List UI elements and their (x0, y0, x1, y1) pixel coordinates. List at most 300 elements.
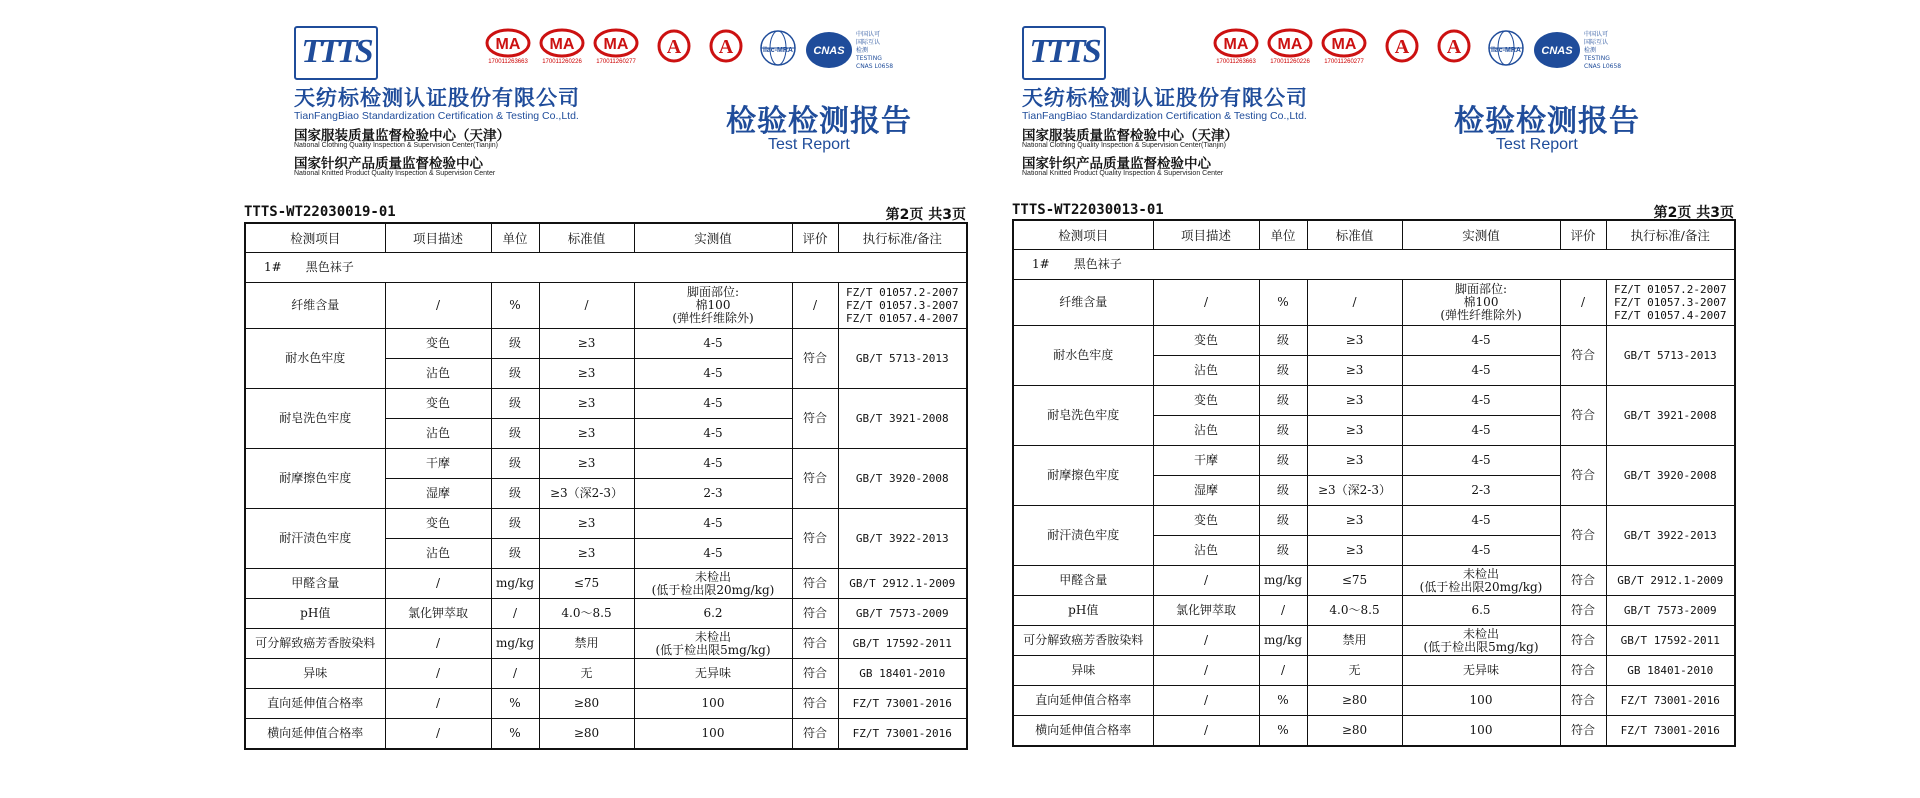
cal-label: A (666, 36, 682, 58)
evaluation: 符合 (792, 629, 838, 659)
test-standard: FZ/T 73001-2016 (1606, 686, 1735, 716)
evaluation: / (1560, 280, 1606, 326)
accreditation-marks (482, 28, 922, 90)
item-description: 湿摩 (385, 479, 491, 509)
standard-value: ≥3 (539, 359, 634, 389)
measured-value (1402, 716, 1560, 747)
table-row (245, 329, 967, 359)
test-item: pH值 (245, 599, 385, 629)
item-description: 沾色 (1153, 416, 1259, 446)
evaluation: 符合 (1560, 566, 1606, 596)
measured-value-line: (低于检出限20mg/kg) (651, 582, 775, 597)
measured-value (634, 569, 792, 599)
test-item: 直向延伸值合格率 (245, 689, 385, 719)
item-description: 沾色 (385, 539, 491, 569)
standard-value: ≥3 (539, 509, 634, 539)
unit: / (1259, 596, 1307, 626)
unit: 级 (491, 329, 539, 359)
column-header: 实测值 (1402, 220, 1560, 250)
column-header: 执行标准/备注 (838, 223, 967, 253)
measured-value-line: 100 (1469, 723, 1493, 737)
table-header-row (1013, 220, 1735, 250)
column-header: 检测项目 (245, 223, 385, 253)
unit: mg/kg (491, 569, 539, 599)
cma-mark (1318, 28, 1370, 65)
measured-value (634, 719, 792, 750)
item-description: 变色 (1153, 326, 1259, 356)
cma-number: 170011260277 (1324, 59, 1364, 65)
measured-value (1402, 626, 1560, 656)
item-description: / (385, 283, 491, 329)
ttts-logo: TTTS (294, 26, 378, 80)
test-standard: GB/T 7573-2009 (1606, 596, 1735, 626)
unit: 级 (1259, 476, 1307, 506)
center-knitted-en: National Knitted Product Quality Inspection & Supervision Center (1022, 170, 1224, 177)
standard-value: ≥80 (539, 719, 634, 750)
item-description: / (385, 719, 491, 750)
item-description: 变色 (1153, 506, 1259, 536)
page-info: 第2页 共3页 (1653, 205, 1734, 221)
evaluation: 符合 (1560, 326, 1606, 386)
test-standard: GB/T 3922-2013 (838, 509, 967, 569)
unit: 级 (491, 419, 539, 449)
measured-value (634, 659, 792, 689)
cnas-mark (1530, 28, 1630, 72)
standard-value: ≥3 (539, 419, 634, 449)
item-description: / (385, 569, 491, 599)
item-description: 干摩 (385, 449, 491, 479)
cnas-side-text: 中国认可 (1584, 31, 1609, 38)
item-description: 沾色 (385, 419, 491, 449)
center-clothing-en: National Clothing Quality Inspection & Supervision Center(Tianjin) (1022, 142, 1227, 149)
measured-value: 4-5 (1402, 386, 1560, 416)
evaluation: 符合 (792, 689, 838, 719)
table-row (1013, 326, 1735, 356)
sample-cell (1013, 250, 1735, 280)
standard-value: 4.0～8.5 (539, 599, 634, 629)
unit: 级 (491, 449, 539, 479)
measured-value-line: 6.2 (703, 606, 723, 620)
sample-row (1013, 250, 1735, 280)
measured-value-line: (弹性纤维除外) (1440, 308, 1522, 322)
test-item: 纤维含量 (1013, 280, 1153, 326)
item-description: / (1153, 656, 1259, 686)
standard-value: 无 (539, 659, 634, 689)
item-description: 变色 (1153, 386, 1259, 416)
unit: % (1259, 686, 1307, 716)
cnas-side-text: CNAS L0658 (1584, 63, 1622, 70)
cal-label: A (1446, 36, 1462, 58)
column-header: 单位 (1259, 220, 1307, 250)
test-standard: GB/T 3922-2013 (1606, 506, 1735, 566)
unit: mg/kg (1259, 626, 1307, 656)
item-description: / (1153, 716, 1259, 747)
measured-value-line: 100 (1469, 693, 1493, 707)
item-description: 变色 (385, 389, 491, 419)
cnas-mark (802, 28, 902, 72)
unit: % (491, 689, 539, 719)
table-row (1013, 386, 1735, 416)
cma-label: MA (1331, 36, 1357, 53)
test-standard: FZ/T 73001-2016 (1606, 716, 1735, 747)
cnas-side-text: 检测 (1584, 47, 1597, 54)
measured-value: 2-3 (634, 479, 792, 509)
sample-row (245, 253, 967, 283)
cma-label: MA (495, 36, 521, 53)
standard-value: ≥3 (539, 389, 634, 419)
standard-value: ≥3 (1307, 446, 1402, 476)
measured-value (634, 283, 792, 329)
cma-mark (482, 28, 534, 65)
company-name-en: TianFangBiao Standardization Certification & Testing Co.,Ltd. (1022, 110, 1307, 122)
column-header: 项目描述 (1153, 220, 1259, 250)
measured-value: 4-5 (634, 329, 792, 359)
standard-value: / (1307, 280, 1402, 326)
report-title-cn: 检验检测报告 (1454, 104, 1640, 139)
ilac-label: ilac-MRA (763, 47, 793, 54)
standard-value: ≥3 (1307, 416, 1402, 446)
center-knitted-cn: 国家针织产品质量监督检验中心 (1022, 156, 1211, 172)
test-item: 耐水色牢度 (245, 329, 385, 389)
item-description: 沾色 (1153, 356, 1259, 386)
sample-number: 1# (264, 260, 282, 274)
item-description: / (1153, 280, 1259, 326)
ilac-mra-mark (1480, 28, 1532, 68)
cma-mark (536, 28, 588, 65)
measured-value-line: (低于检出限5mg/kg) (1423, 639, 1539, 654)
center-clothing-cn: 国家服装质量监督检验中心（天津） (294, 128, 510, 144)
measured-value-line: 100 (701, 726, 725, 740)
evaluation: 符合 (792, 599, 838, 629)
item-description: 湿摩 (1153, 476, 1259, 506)
cal-label: A (1394, 36, 1410, 58)
cma-mark (590, 28, 642, 65)
test-standard: GB/T 3920-2008 (1606, 446, 1735, 506)
column-header: 标准值 (539, 223, 634, 253)
measured-value: 4-5 (634, 359, 792, 389)
evaluation: 符合 (792, 329, 838, 389)
unit: 级 (491, 479, 539, 509)
measured-value (1402, 566, 1560, 596)
test-standard-line: FZ/T 01057.2-2007 (1613, 283, 1727, 296)
test-standard-line: FZ/T 01057.4-2007 (1613, 309, 1727, 322)
standard-value: 禁用 (539, 629, 634, 659)
measured-value: 4-5 (1402, 356, 1560, 386)
table-row (1013, 626, 1735, 656)
measured-value: 4-5 (634, 389, 792, 419)
test-standard: GB/T 17592-2011 (838, 629, 967, 659)
measured-value: 4-5 (634, 449, 792, 479)
measured-value-line: 无异味 (694, 666, 731, 680)
table-row (245, 599, 967, 629)
table-row (245, 449, 967, 479)
test-standard: GB/T 3921-2008 (1606, 386, 1735, 446)
report-number: TTTS-WT22030019-01 (244, 204, 396, 220)
cma-mark (1210, 28, 1262, 65)
measured-value-line: 未检出 (694, 569, 731, 584)
measured-value (634, 689, 792, 719)
test-standard: GB/T 7573-2009 (838, 599, 967, 629)
evaluation: 符合 (1560, 446, 1606, 506)
unit: 级 (1259, 446, 1307, 476)
accreditation-marks (1210, 28, 1650, 90)
table-header-row (245, 223, 967, 253)
table-row (1013, 506, 1735, 536)
item-description: 变色 (385, 509, 491, 539)
measured-value-line: 未检出 (1462, 626, 1499, 641)
cal-label: A (718, 36, 734, 58)
measured-value-line: (低于检出限20mg/kg) (1419, 579, 1543, 594)
cnas-side-text: 国际互认 (1584, 39, 1609, 46)
cal-mark (648, 28, 700, 64)
standard-value: ≥3 (1307, 326, 1402, 356)
cma-label: MA (1277, 36, 1303, 53)
item-description: / (385, 629, 491, 659)
evaluation: 符合 (792, 449, 838, 509)
test-standard: GB/T 5713-2013 (838, 329, 967, 389)
standard-value: 无 (1307, 656, 1402, 686)
sample-cell (245, 253, 967, 283)
standard-value: ≥3（深2-3） (1307, 476, 1402, 506)
item-description: / (1153, 626, 1259, 656)
table-row (245, 689, 967, 719)
cma-mark (1264, 28, 1316, 65)
table-row (1013, 280, 1735, 326)
table-row (1013, 446, 1735, 476)
unit: mg/kg (1259, 566, 1307, 596)
measured-value-line: 无异味 (1462, 663, 1499, 677)
standard-value: ≥3 (1307, 536, 1402, 566)
cnas-label: CNAS (1541, 45, 1573, 57)
measured-value-line: 6.5 (1471, 603, 1491, 617)
report-number: TTTS-WT22030013-01 (1012, 202, 1164, 218)
cal-mark (700, 28, 752, 64)
measured-value-line: 脚面部位: (686, 285, 740, 299)
unit: 级 (1259, 356, 1307, 386)
page-info: 第2页 共3页 (885, 207, 966, 223)
center-clothing-en: National Clothing Quality Inspection & Supervision Center(Tianjin) (294, 142, 499, 149)
measured-value (1402, 656, 1560, 686)
test-standard (838, 283, 967, 329)
results-table (244, 222, 968, 750)
test-standard: GB 18401-2010 (838, 659, 967, 689)
cma-label: MA (1223, 36, 1249, 53)
measured-value (634, 599, 792, 629)
cma-number: 170011260226 (542, 59, 582, 65)
test-item: 甲醛含量 (1013, 566, 1153, 596)
measured-value: 4-5 (1402, 506, 1560, 536)
test-standard: GB/T 3920-2008 (838, 449, 967, 509)
table-row (245, 283, 967, 329)
test-item: 耐摩擦色牢度 (1013, 446, 1153, 506)
test-item: 异味 (245, 659, 385, 689)
measured-value-line: 未检出 (694, 629, 731, 644)
evaluation: 符合 (792, 509, 838, 569)
measured-value-line: 未检出 (1462, 566, 1499, 581)
test-item: 耐水色牢度 (1013, 326, 1153, 386)
standard-value: / (539, 283, 634, 329)
test-item: 耐汗渍色牢度 (245, 509, 385, 569)
test-item: 横向延伸值合格率 (1013, 716, 1153, 747)
test-item: 直向延伸值合格率 (1013, 686, 1153, 716)
standard-value: 禁用 (1307, 626, 1402, 656)
test-standard-line: FZ/T 01057.3-2007 (845, 299, 959, 312)
column-header: 评价 (1560, 220, 1606, 250)
test-item: 可分解致癌芳香胺染料 (1013, 626, 1153, 656)
cma-label: MA (603, 36, 629, 53)
cal-mark (1376, 28, 1428, 64)
evaluation: 符合 (1560, 506, 1606, 566)
unit: 级 (491, 539, 539, 569)
cma-number: 170011263663 (1216, 59, 1256, 65)
standard-value: ≥80 (1307, 686, 1402, 716)
measured-value: 4-5 (634, 539, 792, 569)
ttts-logo: TTTS (1022, 26, 1106, 80)
cnas-side-text: 中国认可 (856, 31, 881, 38)
table-row (1013, 656, 1735, 686)
cma-label: MA (549, 36, 575, 53)
evaluation: 符合 (792, 659, 838, 689)
company-name-cn: 天纺标检测认证股份有限公司 (1022, 86, 1308, 110)
column-header: 执行标准/备注 (1606, 220, 1735, 250)
measured-value: 4-5 (1402, 416, 1560, 446)
ilac-label: ilac-MRA (1491, 47, 1521, 54)
report-title-en: Test Report (768, 136, 850, 153)
evaluation: 符合 (1560, 716, 1606, 747)
sample-name: 黑色袜子 (305, 260, 354, 274)
table-row (1013, 686, 1735, 716)
standard-value: ≤75 (1307, 566, 1402, 596)
unit: 级 (1259, 326, 1307, 356)
report-title-cn: 检验检测报告 (726, 104, 912, 139)
evaluation: 符合 (1560, 626, 1606, 656)
table-row (245, 389, 967, 419)
table-row (1013, 716, 1735, 747)
test-standard: GB/T 17592-2011 (1606, 626, 1735, 656)
sample-name: 黑色袜子 (1073, 257, 1122, 271)
standard-value: ≥3 (539, 539, 634, 569)
unit: 级 (491, 509, 539, 539)
test-report-2 (1012, 0, 1742, 798)
measured-value (634, 629, 792, 659)
test-item: 甲醛含量 (245, 569, 385, 599)
column-header: 项目描述 (385, 223, 491, 253)
unit: / (491, 599, 539, 629)
test-item: 耐汗渍色牢度 (1013, 506, 1153, 566)
item-description: 沾色 (385, 359, 491, 389)
cma-number: 170011260277 (596, 59, 636, 65)
results-table (1012, 219, 1736, 747)
center-knitted-cn: 国家针织产品质量监督检验中心 (294, 156, 483, 172)
evaluation: 符合 (1560, 656, 1606, 686)
table-row (245, 629, 967, 659)
item-description: 干摩 (1153, 446, 1259, 476)
unit: 级 (491, 389, 539, 419)
column-header: 单位 (491, 223, 539, 253)
column-header: 实测值 (634, 223, 792, 253)
table-row (245, 569, 967, 599)
column-header: 检测项目 (1013, 220, 1153, 250)
table-row (245, 659, 967, 689)
test-item: 耐摩擦色牢度 (245, 449, 385, 509)
unit: / (1259, 656, 1307, 686)
cnas-side-text: TESTING (1584, 55, 1610, 62)
measured-value: 4-5 (1402, 446, 1560, 476)
measured-value-line: (弹性纤维除外) (672, 311, 754, 325)
unit: mg/kg (491, 629, 539, 659)
unit: % (491, 719, 539, 750)
measured-value: 4-5 (634, 509, 792, 539)
measured-value: 4-5 (634, 419, 792, 449)
standard-value: ≥3 (539, 329, 634, 359)
company-name-cn: 天纺标检测认证股份有限公司 (294, 86, 580, 110)
test-standard: FZ/T 73001-2016 (838, 719, 967, 750)
table-row (1013, 596, 1735, 626)
measured-value: 4-5 (1402, 326, 1560, 356)
standard-value: ≥3 (1307, 356, 1402, 386)
unit: 级 (1259, 416, 1307, 446)
report-meta (244, 204, 966, 222)
report-title-en: Test Report (1496, 136, 1578, 153)
test-standard: GB/T 3921-2008 (838, 389, 967, 449)
measured-value (1402, 686, 1560, 716)
test-item: pH值 (1013, 596, 1153, 626)
unit: / (491, 659, 539, 689)
test-standard: FZ/T 73001-2016 (838, 689, 967, 719)
measured-value (1402, 280, 1560, 326)
evaluation: / (792, 283, 838, 329)
report-meta (1012, 202, 1734, 220)
measured-value-line: 棉100 (1463, 295, 1499, 309)
evaluation: 符合 (1560, 596, 1606, 626)
unit: 级 (1259, 536, 1307, 566)
standard-value: 4.0～8.5 (1307, 596, 1402, 626)
report-header (1022, 18, 1702, 188)
table-row (245, 509, 967, 539)
measured-value-line: 脚面部位: (1454, 282, 1508, 296)
test-standard: GB 18401-2010 (1606, 656, 1735, 686)
test-standard (1606, 280, 1735, 326)
test-standard-line: FZ/T 01057.2-2007 (845, 286, 959, 299)
test-item: 横向延伸值合格率 (245, 719, 385, 750)
item-description: 沾色 (1153, 536, 1259, 566)
measured-value-line: 100 (701, 696, 725, 710)
standard-value: ≥3 (539, 449, 634, 479)
test-item: 纤维含量 (245, 283, 385, 329)
test-item: 耐皂洗色牢度 (1013, 386, 1153, 446)
unit: % (1259, 716, 1307, 747)
column-header: 标准值 (1307, 220, 1402, 250)
table-row (245, 719, 967, 750)
cnas-side-text: TESTING (856, 55, 882, 62)
item-description: / (1153, 566, 1259, 596)
standard-value: ≥80 (1307, 716, 1402, 747)
evaluation: 符合 (792, 569, 838, 599)
standard-value: ≥3（深2-3） (539, 479, 634, 509)
test-item: 可分解致癌芳香胺染料 (245, 629, 385, 659)
standard-value: ≥3 (1307, 506, 1402, 536)
ilac-mra-mark (752, 28, 804, 68)
standard-value: ≥80 (539, 689, 634, 719)
table-row (1013, 566, 1735, 596)
cnas-side-text: 国际互认 (856, 39, 881, 46)
measured-value-line: 棉100 (695, 298, 731, 312)
item-description: / (1153, 686, 1259, 716)
cma-number: 170011260226 (1270, 59, 1310, 65)
cnas-label: CNAS (813, 45, 845, 57)
measured-value (1402, 596, 1560, 626)
evaluation: 符合 (1560, 386, 1606, 446)
